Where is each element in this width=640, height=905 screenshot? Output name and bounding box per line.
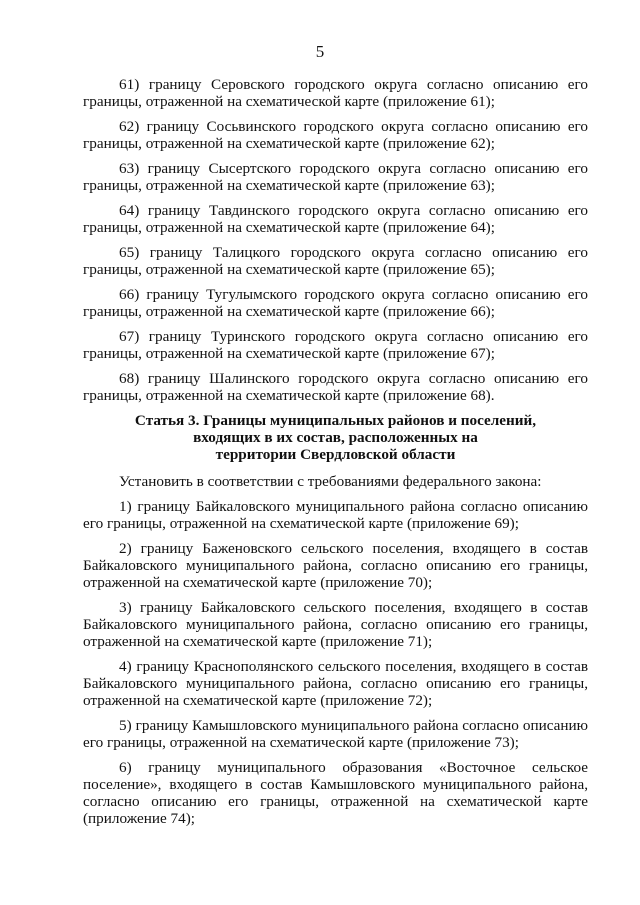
list-item: 6) границу муниципального образования «Восточное сельское поселение», входящего в состав Камышловского муниципального района, согласно описанию его границы, отраженной на схематической карте (приложение 74); (83, 759, 588, 827)
list-item: 64) границу Тавдинского городского округа согласно описанию его границы, отраженной на схематической карте (приложение 64); (83, 202, 588, 236)
list-item: 66) границу Тугулымского городского округа согласно описанию его границы, отраженной на схематической карте (приложение 66); (83, 286, 588, 320)
list-item: 1) границу Байкаловского муниципального района согласно описанию его границы, отраженной на схематической карте (приложение 69); (83, 498, 588, 532)
list-item: 4) границу Краснополянского сельского поселения, входящего в состав Байкаловского муниципального района, согласно описанию его границы, отраженной на схематической карте (приложение 72); (83, 658, 588, 709)
list-item: 5) границу Камышловского муниципального района согласно описанию его границы, отраженной на схематической карте (приложение 73); (83, 717, 588, 751)
list-item: 62) границу Сосьвинского городского округа согласно описанию его границы, отраженной на схематической карте (приложение 62); (83, 118, 588, 152)
list-item: 65) границу Талицкого городского округа согласно описанию его границы, отраженной на схематической карте (приложение 65); (83, 244, 588, 278)
list-item: 2) границу Баженовского сельского поселения, входящего в состав Байкаловского муниципального района, согласно описанию его границы, отраженной на схематической карте (приложение 70); (83, 540, 588, 591)
article-heading-line: Статья 3. Границы муниципальных районов и поселений, (134, 412, 537, 429)
list-item: 61) границу Серовского городского округа согласно описанию его границы, отраженной на схематической карте (приложение 61); (83, 76, 588, 110)
intro-text: Установить в соответствии с требованиями федерального закона: (119, 473, 542, 490)
article-heading (83, 412, 588, 463)
list-item: 68) границу Шалинского городского округа согласно описанию его границы, отраженной на схематической карте (приложение 68). (83, 370, 588, 404)
page-number: 5 (315, 42, 325, 61)
article-heading-line: территории Свердловской области (215, 446, 456, 463)
list-item: 67) границу Туринского городского округа согласно описанию его границы, отраженной на схематической карте (приложение 67); (83, 328, 588, 362)
document-body (83, 76, 588, 835)
list-item: 63) границу Сысертского городского округа согласно описанию его границы, отраженной на схематической карте (приложение 63); (83, 160, 588, 194)
article-heading-line: входящих в их состав, расположенных на (193, 429, 478, 446)
list-item: 3) границу Байкаловского сельского поселения, входящего в состав Байкаловского муниципального района, согласно описанию его границы, отраженной на схематической карте (приложение 71); (83, 599, 588, 650)
